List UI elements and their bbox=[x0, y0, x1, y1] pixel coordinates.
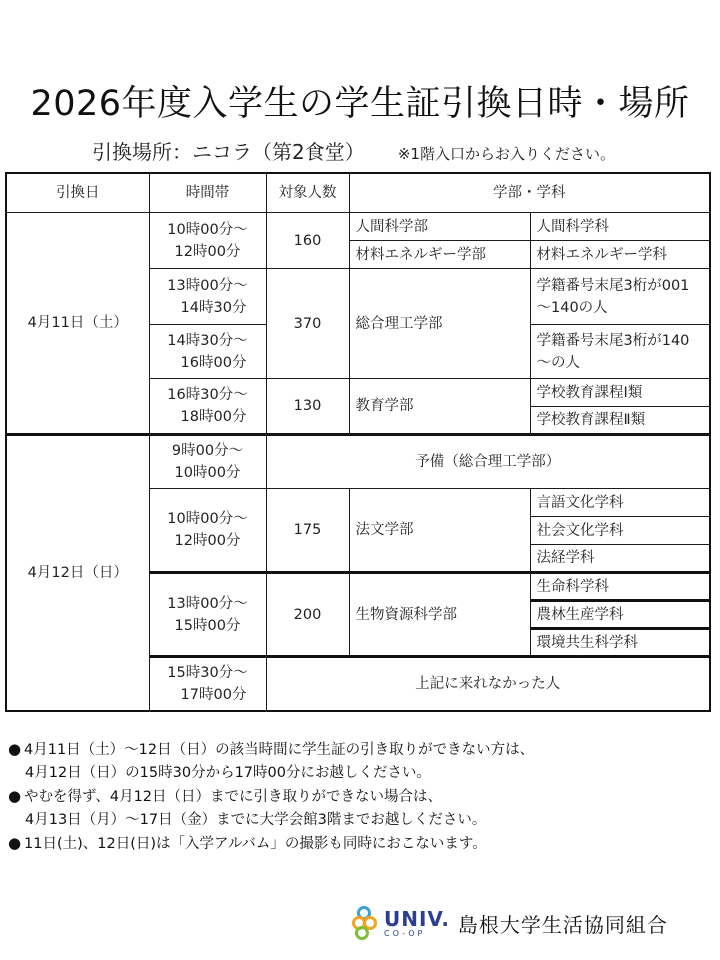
schedule-table bbox=[5, 172, 711, 712]
count-cell: 200 bbox=[266, 573, 349, 657]
column-header-faculty: 学部・学科 bbox=[349, 173, 710, 213]
count-cell: 370 bbox=[266, 269, 349, 379]
count-cell: 160 bbox=[266, 213, 349, 269]
time-cell: 10時00分～ 12時00分 bbox=[149, 213, 266, 269]
column-header-time: 時間帯 bbox=[149, 173, 266, 213]
faculty-cell: 人間科学部 bbox=[349, 213, 530, 241]
count-cell: 130 bbox=[266, 379, 349, 435]
bullet-icon: ● bbox=[8, 740, 22, 758]
department-cell: 人間科学科 bbox=[530, 213, 710, 241]
note-item-continued: 4月12日（日）の15時30分から17時00分にお越しください。 bbox=[25, 765, 431, 781]
table-row bbox=[6, 213, 710, 241]
department-cell: 社会文化学科 bbox=[530, 517, 710, 545]
time-cell: 16時30分～ 18時00分 bbox=[149, 379, 266, 435]
department-cell: 学籍番号末尾3桁が140～の人 bbox=[530, 325, 710, 379]
faculty-cell: 生物資源科学部 bbox=[349, 573, 530, 657]
department-cell: 材料エネルギー学科 bbox=[530, 241, 710, 269]
column-header-count: 対象人数 bbox=[266, 173, 349, 213]
bullet-icon: ● bbox=[8, 787, 22, 805]
coop-logo-text: UNIV. CO-OP bbox=[384, 906, 450, 938]
date-cell-day2: 4月12日（日） bbox=[6, 435, 149, 711]
time-cell: 13時00分～ 14時30分 bbox=[149, 269, 266, 325]
department-cell: 農林生産学科 bbox=[530, 601, 710, 629]
location-note: ※1階入口からお入りください。 bbox=[397, 145, 615, 163]
table-row bbox=[6, 435, 710, 489]
time-cell: 15時30分～ 17時00分 bbox=[149, 657, 266, 711]
department-cell: 学校教育課程Ⅰ類 bbox=[530, 379, 710, 407]
department-cell: 環境共生科学科 bbox=[530, 629, 710, 657]
makeup-note-cell: 上記に来れなかった人 bbox=[266, 657, 710, 711]
faculty-cell: 材料エネルギー学部 bbox=[349, 241, 530, 269]
bullet-icon: ● bbox=[8, 834, 22, 852]
note-item: ● やむを得ず、4月12日（日）までに引き取りができない場合は、 bbox=[8, 785, 718, 809]
count-cell: 175 bbox=[266, 489, 349, 573]
date-cell-day1: 4月11日（土） bbox=[6, 213, 149, 435]
organization-name: 島根大学生活協同組合 bbox=[457, 912, 668, 937]
department-cell: 法経学科 bbox=[530, 545, 710, 573]
time-cell: 13時00分～ 15時00分 bbox=[149, 573, 266, 657]
time-cell: 14時30分～ 16時00分 bbox=[149, 325, 266, 379]
footer-branding bbox=[352, 905, 668, 941]
page-title: 2026年度入学生の学生証引換日時・場所 bbox=[30, 84, 690, 124]
faculty-cell: 総合理工学部 bbox=[349, 269, 530, 379]
time-cell: 10時00分～ 12時00分 bbox=[149, 489, 266, 573]
faculty-cell: 教育学部 bbox=[349, 379, 530, 435]
coop-logo-icon bbox=[352, 906, 380, 940]
department-cell: 学校教育課程Ⅱ類 bbox=[530, 407, 710, 435]
column-header-date: 引換日 bbox=[6, 173, 149, 213]
department-cell: 生命科学科 bbox=[530, 573, 710, 601]
location-label: 引換場所：ニコラ（第2食堂） bbox=[92, 140, 365, 164]
table-header-row bbox=[6, 173, 710, 213]
note-item: ● 4月11日（土）～12日（日）の該当時間に学生証の引き取りができない方は、 bbox=[8, 738, 718, 762]
time-cell: 9時00分～ 10時00分 bbox=[149, 435, 266, 489]
department-cell: 言語文化学科 bbox=[530, 489, 710, 517]
reserve-note-cell: 予備（総合理工学部） bbox=[266, 435, 710, 489]
note-item-continued: 4月13日（月）～17日（金）までに大学会館3階までお越しください。 bbox=[25, 812, 487, 828]
department-cell: 学籍番号末尾3桁が001～140の人 bbox=[530, 269, 710, 325]
notes-section bbox=[8, 738, 718, 856]
note-item: ● 11日(土)、12日(日)は「入学アルバム」の撮影も同時におこないます。 bbox=[8, 832, 718, 856]
faculty-cell: 法文学部 bbox=[349, 489, 530, 573]
location-line bbox=[92, 136, 615, 165]
